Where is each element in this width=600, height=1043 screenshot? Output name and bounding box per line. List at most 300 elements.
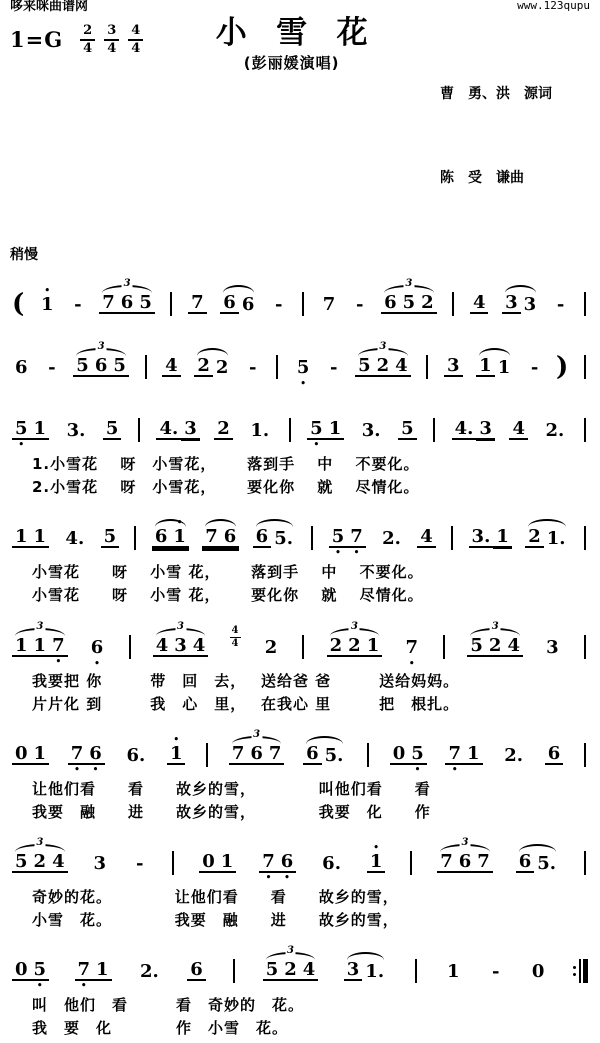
beamed-notes — [355, 357, 411, 377]
note: 6 — [187, 961, 206, 981]
note: 2 — [194, 357, 213, 377]
note-group — [344, 951, 387, 981]
repeat-dot — [573, 973, 576, 976]
note: 6. — [322, 853, 341, 875]
system — [10, 612, 590, 715]
note: 3 — [174, 635, 187, 657]
note: 5 • — [31, 961, 50, 979]
note: 3 — [444, 357, 463, 377]
note: 5 — [76, 355, 89, 377]
note: 7 — [268, 743, 282, 765]
meter-signatures — [71, 24, 143, 55]
note: 4 — [302, 959, 316, 981]
note: 3 — [344, 961, 363, 981]
note: 3. — [361, 420, 381, 442]
note: 3 — [523, 294, 537, 316]
note: 5 — [103, 420, 122, 440]
slur-arc — [519, 844, 556, 852]
note-group — [99, 278, 155, 314]
beamed-notes — [73, 357, 129, 377]
beamed-notes — [259, 853, 296, 873]
note: 0 — [202, 851, 215, 873]
lyric-line: 小雪花 呀 小雪 花， 要化你 就 尽情化。 — [32, 585, 424, 604]
notation-line — [10, 333, 590, 390]
tuplet-number: 3 — [36, 621, 44, 633]
note: 0 — [392, 743, 406, 765]
barline — [276, 355, 278, 379]
note: 4 — [192, 635, 206, 657]
system — [10, 721, 590, 823]
note-group — [452, 410, 495, 440]
note-group — [259, 843, 296, 873]
note: 6 — [241, 294, 255, 316]
note: 7 — [322, 294, 336, 316]
barline — [172, 851, 174, 875]
note-group — [75, 951, 112, 981]
barline — [311, 526, 313, 550]
note-group — [327, 621, 383, 657]
note: 4 — [162, 357, 181, 377]
note: 5 • — [12, 420, 31, 438]
beamed-notes — [253, 528, 296, 548]
note-group — [68, 735, 105, 765]
note: 2 — [329, 635, 343, 657]
note: 2 — [348, 635, 361, 657]
beamed-notes — [194, 357, 231, 377]
note: 7 • — [75, 961, 94, 979]
barline — [289, 418, 291, 442]
system — [10, 504, 590, 606]
note: 4 — [155, 635, 169, 657]
note-group — [12, 951, 49, 981]
note: 4 — [507, 635, 520, 657]
barline — [410, 851, 412, 875]
duration-dash: - — [355, 294, 364, 316]
slur-arc — [347, 952, 384, 960]
site-watermark-right: www.123qupu — [517, 0, 590, 12]
score-header — [10, 16, 590, 248]
note-group — [153, 621, 209, 657]
lyric-line: 我要 融 进 故乡的雪， 我要 化 作 — [32, 802, 431, 821]
system — [10, 937, 590, 1039]
note: 1 — [15, 526, 28, 548]
beamed-notes — [469, 528, 512, 548]
note: 7 — [188, 294, 207, 314]
note-group — [467, 621, 523, 657]
tuplet-number: 3 — [287, 945, 294, 957]
note: 2 — [215, 357, 229, 379]
duration-dash: - — [48, 357, 56, 379]
final-repeat-barline — [573, 959, 588, 983]
note-group — [12, 621, 68, 657]
beamed-notes — [344, 961, 387, 981]
beamed-notes — [153, 637, 209, 657]
barline — [584, 743, 586, 767]
duration-dash: - — [249, 357, 257, 379]
note: 1 — [328, 418, 342, 440]
note: 3 — [93, 853, 107, 875]
tuplet-number: 3 — [350, 621, 358, 633]
beamed-notes — [12, 637, 68, 657]
note: 2. — [504, 745, 524, 767]
note: 2 — [33, 851, 47, 873]
note: 0 — [15, 743, 28, 765]
barline — [584, 635, 586, 659]
notation-line — [10, 721, 590, 778]
note: 6 — [458, 851, 472, 873]
note: 1 — [467, 743, 480, 765]
note: 7 — [102, 292, 115, 314]
note: 4 — [395, 355, 408, 377]
meter-numerator: 3 — [104, 24, 119, 41]
beamed-notes — [75, 961, 112, 981]
system — [10, 829, 590, 931]
note: 3 — [502, 294, 521, 314]
note: • 1 — [38, 296, 57, 314]
note-group — [355, 341, 411, 377]
note: 6 — [154, 526, 168, 548]
notation-line — [10, 504, 590, 561]
duration-dash: - — [491, 961, 500, 983]
note: 5 • — [294, 359, 313, 377]
beamed-notes — [327, 637, 383, 657]
barline — [145, 355, 147, 379]
note: 4. — [159, 418, 179, 440]
note: 7 • — [347, 528, 366, 546]
note: 5 — [139, 292, 152, 314]
note: 5. — [537, 853, 557, 875]
systems — [10, 270, 590, 1039]
note: 1 — [96, 959, 109, 981]
note-group — [152, 518, 189, 548]
beamed-notes — [502, 294, 539, 314]
beamed-notes — [12, 528, 49, 548]
beamed-notes — [202, 528, 239, 548]
duration-dash: - — [275, 294, 283, 316]
lyric-line: 2.小雪花 呀 小雪花， 要化你 就 尽情化。 — [32, 477, 420, 496]
duration-dash: - — [74, 294, 82, 316]
note: 5 — [101, 528, 120, 548]
note-group — [303, 735, 346, 765]
note: 6 — [516, 853, 535, 873]
note: 6 • — [278, 853, 297, 871]
barline — [129, 635, 131, 659]
note: 6 • — [88, 639, 107, 657]
note-group — [445, 735, 482, 765]
lyric-line: 小雪花 呀 小雪 花， 落到手 中 不要化。 — [32, 563, 424, 582]
lyric-line: 让他们看 看 故乡的雪， 叫他们看 看 — [32, 780, 431, 799]
note: 5 • — [307, 420, 326, 438]
notation-line — [10, 937, 590, 994]
beamed-notes — [199, 853, 236, 873]
note: 5 — [470, 635, 483, 657]
lyric-line: 我要把 你 带 回 去， 送给爸 爸 送给妈妈。 — [32, 672, 460, 691]
beamed-notes — [467, 637, 523, 657]
note: 3 — [181, 420, 200, 438]
tempo-marking: 稍慢 — [10, 247, 38, 264]
ts-denominator: 4 — [231, 638, 239, 650]
note: 7 • — [402, 639, 421, 657]
beamed-notes — [307, 420, 344, 440]
note: 5. — [324, 745, 344, 767]
meter-denominator: 4 — [131, 40, 141, 56]
note-group — [263, 945, 319, 981]
notation-line — [10, 396, 590, 453]
note: 5 — [358, 355, 371, 377]
duration-dash: - — [135, 853, 144, 875]
note: 1. — [546, 528, 566, 550]
note-group — [390, 735, 427, 765]
barline — [415, 959, 417, 983]
note: 1 — [497, 357, 511, 379]
lyric-line: 片片化 到 我 心 里， 在我心 里 把 根扎。 — [32, 694, 460, 713]
note-group — [525, 518, 568, 548]
note: 2. — [140, 961, 159, 983]
beamed-notes — [229, 745, 285, 765]
note-group — [12, 410, 49, 440]
note: 4 — [417, 528, 436, 548]
note-group — [199, 843, 236, 873]
beamed-notes — [525, 528, 568, 548]
meter-signature — [104, 24, 119, 55]
note: 6 — [384, 292, 397, 314]
thick-bar — [583, 959, 588, 983]
meter-signature — [128, 24, 143, 55]
beamed-notes — [476, 357, 513, 377]
tuplet-number: 3 — [379, 341, 387, 353]
notation-line — [10, 829, 590, 886]
note: 6 — [303, 745, 322, 765]
note: 4. — [454, 418, 474, 440]
note: 6 — [15, 357, 28, 379]
site-watermark-left: 哆来咪曲谱网 — [10, 0, 89, 14]
barline — [206, 743, 208, 767]
note-group — [202, 518, 239, 548]
beamed-notes — [390, 745, 427, 765]
note: 1 — [447, 961, 460, 983]
credits — [440, 16, 590, 248]
note: 3. — [66, 420, 86, 442]
time-signature-change — [230, 626, 241, 649]
barline — [584, 526, 586, 550]
note: 7 — [205, 526, 218, 548]
barline — [433, 418, 435, 442]
beamed-notes — [445, 745, 482, 765]
note: • 1 — [167, 745, 186, 765]
note-group — [307, 410, 344, 440]
parenthesis: ) — [555, 351, 569, 382]
note: 2. — [545, 420, 565, 442]
barline — [426, 355, 428, 379]
beamed-notes — [303, 745, 346, 765]
note: 6 — [220, 294, 239, 314]
note: 3. — [471, 526, 491, 548]
note: 6 — [250, 743, 263, 765]
note: 7 — [477, 851, 490, 873]
note: 0 — [531, 961, 545, 983]
meter-signature — [80, 24, 95, 55]
note: 2 — [488, 635, 502, 657]
note: 6 — [545, 745, 564, 765]
performer-subtitle: (彭丽媛演唱) — [243, 54, 340, 73]
beamed-notes — [381, 294, 437, 314]
meter-numerator: 4 — [128, 24, 143, 41]
lyric-line: 小雪 花。 我要 融 进 故乡的雪， — [32, 910, 399, 929]
song-title: 小雪花 — [215, 15, 398, 52]
barline — [170, 292, 172, 316]
note-group — [229, 729, 285, 765]
note: • 1 — [170, 528, 189, 546]
barline — [584, 418, 586, 442]
duration-dash: - — [556, 294, 565, 316]
tuplet-number: 3 — [36, 837, 44, 849]
barline — [452, 292, 454, 316]
meter-denominator: 4 — [83, 40, 93, 56]
watermark-row — [10, 0, 590, 14]
repeat-dots — [573, 964, 576, 978]
note-group — [12, 518, 49, 548]
lyric-line: 1.小雪花 呀 小雪花， 落到手 中 不要化。 — [32, 455, 420, 474]
note: 2. — [382, 528, 401, 550]
note: 2 — [421, 292, 434, 314]
note: 7 • — [445, 745, 464, 763]
tuplet-number: 3 — [405, 278, 413, 290]
barline — [134, 526, 136, 550]
note: 5 — [265, 959, 279, 981]
note: 7 • — [68, 745, 87, 763]
tuplet-number: 3 — [123, 278, 131, 290]
beamed-notes — [329, 528, 366, 548]
note: 6 — [94, 355, 108, 377]
note: 1 — [33, 526, 47, 548]
barline — [584, 355, 586, 379]
note: 6 — [120, 292, 134, 314]
note: 3 — [546, 637, 559, 659]
note: 7 • — [259, 853, 278, 871]
note-group — [329, 518, 366, 548]
system — [10, 333, 590, 390]
barline — [451, 526, 453, 550]
composer-credit: 陈 受 谦曲 — [440, 170, 524, 187]
note-group — [437, 837, 493, 873]
beamed-notes — [152, 528, 189, 548]
note: 1 — [15, 635, 28, 657]
note-group — [253, 518, 296, 548]
note: 4 — [509, 420, 528, 440]
barline — [138, 418, 140, 442]
note: 4 — [470, 294, 489, 314]
beamed-notes — [516, 853, 559, 873]
lyricist-credit: 曹 勇、洪 源词 — [440, 86, 552, 103]
duration-dash: - — [329, 357, 338, 379]
note-group — [194, 347, 231, 377]
thin-bar — [579, 959, 581, 983]
note: 1 — [476, 357, 495, 377]
tuplet-number: 3 — [491, 621, 499, 633]
note: 1 — [220, 851, 234, 873]
note: 1 — [493, 528, 512, 546]
beamed-notes — [12, 961, 49, 981]
meter-numerator: 2 — [80, 24, 95, 41]
beamed-notes — [12, 853, 68, 873]
note-group — [220, 284, 257, 314]
beamed-notes — [452, 420, 495, 440]
note-group — [502, 284, 539, 314]
barline — [584, 292, 586, 316]
meter-denominator: 4 — [107, 40, 117, 56]
notation-line — [10, 612, 590, 670]
parenthesis: ( — [12, 288, 25, 319]
repeat-dot — [573, 966, 576, 969]
beamed-notes — [156, 420, 199, 440]
note: 4 — [52, 851, 65, 873]
note: 5 — [402, 292, 416, 314]
system — [10, 396, 590, 498]
note-group — [12, 837, 68, 873]
note: 6 — [253, 528, 272, 548]
beamed-notes — [12, 745, 49, 765]
note-group — [381, 278, 437, 314]
note-group — [516, 843, 559, 873]
note: 1 — [33, 635, 47, 657]
beamed-notes — [99, 294, 155, 314]
system — [10, 270, 590, 327]
note: 2 — [284, 959, 297, 981]
barline — [443, 635, 445, 659]
note: 6 — [223, 526, 237, 548]
note: 1 — [366, 635, 380, 657]
note: • 1 — [367, 853, 386, 873]
note: 5 — [113, 355, 126, 377]
note-group — [156, 410, 199, 440]
note-group — [12, 735, 49, 765]
note: 6. — [126, 745, 146, 767]
note: 7 — [231, 743, 245, 765]
beamed-notes — [68, 745, 105, 765]
key-signature: 1=G — [10, 27, 64, 53]
note-group — [469, 518, 512, 548]
duration-dash: - — [530, 357, 539, 379]
note: 7 • — [49, 637, 68, 655]
note: 1 — [33, 418, 47, 440]
barline — [302, 635, 304, 659]
barline — [302, 292, 304, 316]
barline — [367, 743, 369, 767]
lyric-line: 我 要 化 作 小雪 花。 — [32, 1018, 289, 1037]
note: 2 — [214, 420, 233, 440]
notation-line — [10, 270, 590, 327]
note: 2 — [376, 355, 390, 377]
note: 6 • — [86, 745, 105, 763]
note-group — [476, 347, 513, 377]
note: 1. — [250, 420, 270, 442]
key-and-meters — [10, 16, 143, 55]
note: 5 — [15, 851, 28, 873]
note: 3 — [476, 420, 495, 438]
note: 2 — [525, 528, 544, 548]
note: 5 — [398, 420, 417, 440]
note: 7 — [440, 851, 453, 873]
barline — [233, 959, 235, 983]
beamed-notes — [12, 420, 49, 440]
note: 2 — [264, 637, 278, 659]
note: 0 — [15, 959, 28, 981]
beamed-notes — [263, 961, 319, 981]
note: 5 • — [408, 745, 427, 763]
note: 1 — [33, 743, 47, 765]
ts-numerator: 4 — [231, 625, 239, 637]
tuplet-number: 3 — [97, 341, 105, 353]
